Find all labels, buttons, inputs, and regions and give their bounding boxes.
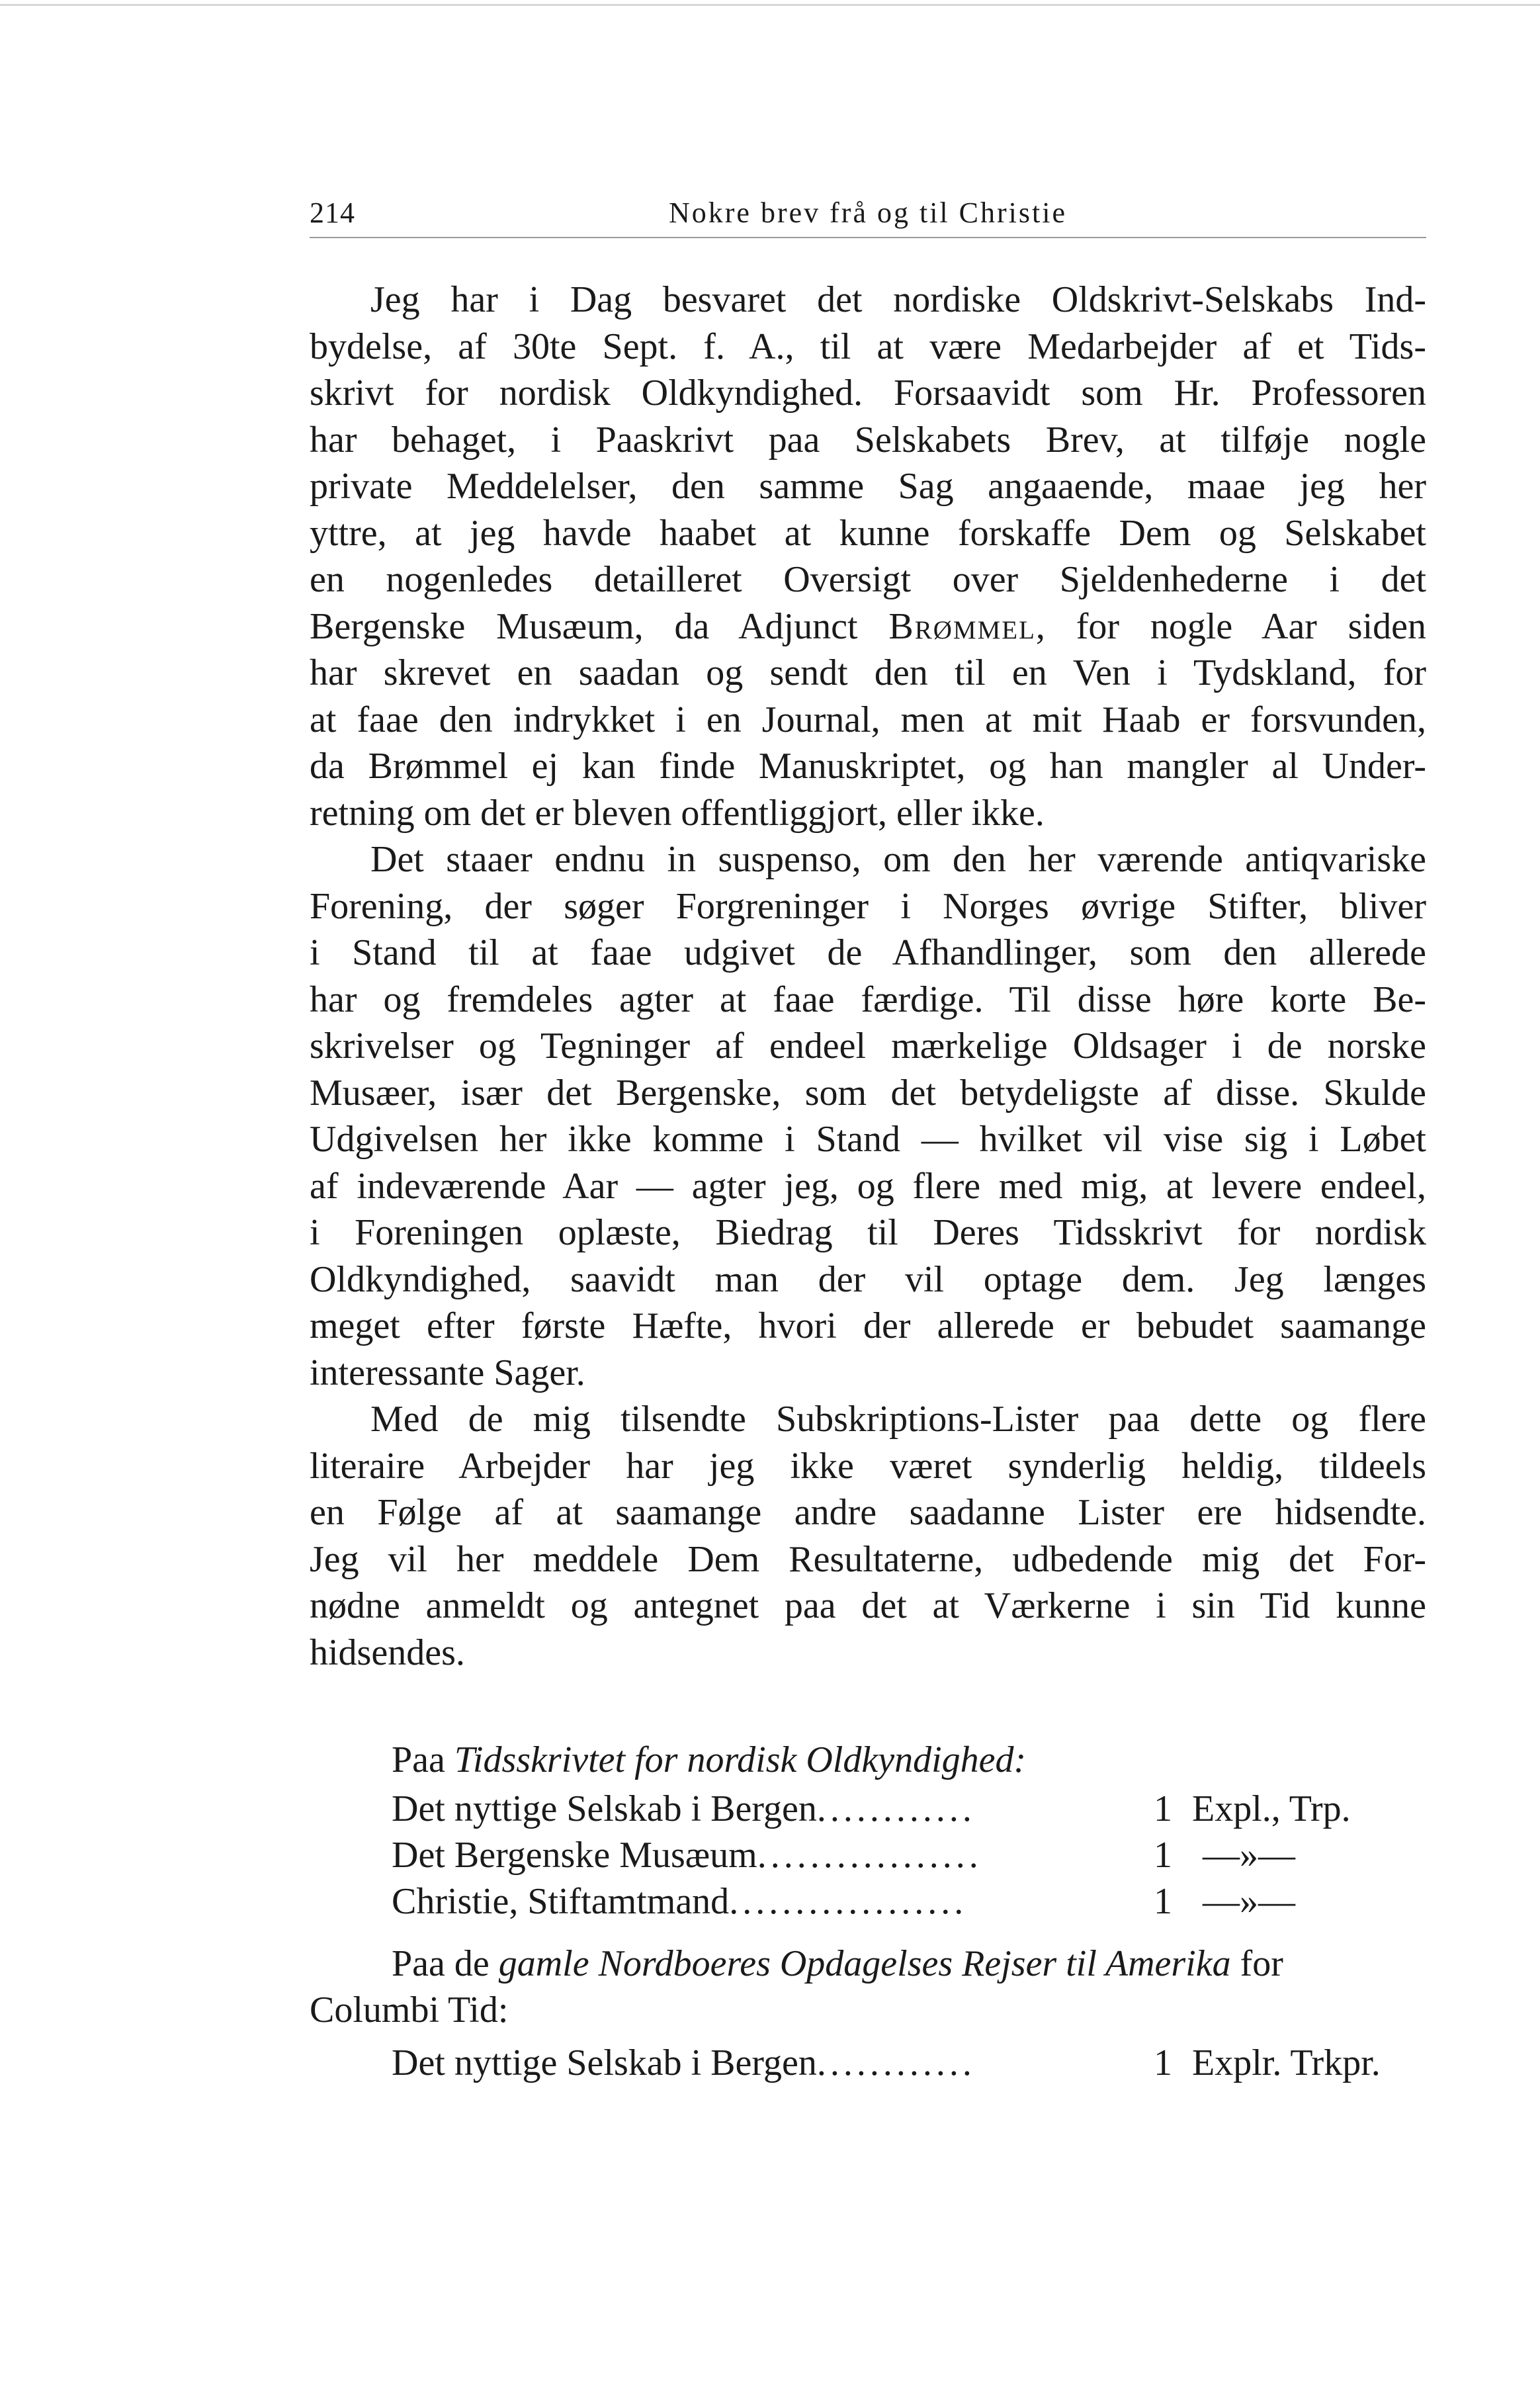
list2-heading — [392, 1943, 1426, 1985]
text-line: da Brømmel ej kan finde Manuskriptet, og han mangler al Under- — [310, 746, 1426, 787]
list1-row — [392, 1788, 1426, 1834]
text-line: Forening, der søger Forgreninger i Norges øvrige Stifter, bliver — [310, 885, 1426, 927]
copy-count: 1 — [1154, 1835, 1172, 1876]
paragraph-3 — [310, 1396, 1426, 1676]
copy-count: 1 — [1154, 1788, 1172, 1829]
text-line: Oldkyndighed, saavidt man der vil optage dem. Jeg længes — [310, 1258, 1426, 1300]
subscriber-name: Det nyttige Selskab i Bergen — [392, 1788, 817, 1829]
list2-heading-continued — [310, 1989, 508, 2031]
subscriber-name: Christie, Stiftamtmand — [392, 1881, 730, 1922]
text-line: af indeværende Aar — agter jeg, og flere med mig, at levere endeel, — [310, 1165, 1426, 1207]
text-line: nødne anmeldt og antegnet paa det at Værkerne i sin Tid kunne — [310, 1585, 1426, 1626]
text-line: Jeg vil her meddele Dem Resultaterne, udbedende mig det For- — [310, 1538, 1426, 1580]
text-line: Musæer, især det Bergenske, som det betydeligste af disse. Skulde — [310, 1072, 1426, 1114]
letter-body — [310, 277, 1426, 1676]
paragraph-1 — [310, 277, 1426, 836]
list2-row — [392, 2042, 1426, 2088]
text-line: Det staaer endnu in suspenso, om den her værende antiqvariske — [370, 839, 1426, 880]
copy-type: Explr. Trkpr. — [1192, 2042, 1381, 2083]
subscriber-name: Det nyttige Selskab i Bergen — [392, 2042, 817, 2083]
page-header — [310, 193, 1426, 236]
text-line: bydelse, af 30te Sept. f. A., til at være Medarbejder af et Tids- — [310, 326, 1426, 367]
list1-row — [392, 1834, 1426, 1880]
list1-intro: Paa — [392, 1739, 454, 1780]
copy-type: —»— — [1203, 1881, 1295, 1922]
text-line: en nogenledes detailleret Oversigt over Sjeldenhederne i det — [310, 559, 1426, 600]
list2-line2: Columbi Tid: — [310, 1989, 509, 2031]
text-line: har behaget, i Paaskrivt paa Selskabets Brev, at tilføje nogle — [310, 419, 1426, 460]
text-line: hidsendes. — [310, 1632, 465, 1673]
text-line: har og fremdeles agter at faae færdige. Til disse høre korte Be- — [310, 979, 1426, 1020]
text-line: yttre, at jeg havde haabet at kunne forskaffe Dem og Selskabet — [310, 512, 1426, 554]
text-line: har skrevet en saadan og sendt den til en Ven i Tydskland, for — [310, 652, 1426, 693]
text-line: i Stand til at faae udgivet de Afhandlinger, som den allerede — [310, 932, 1426, 973]
dot-leader: .................. — [729, 1881, 968, 1922]
dot-leader: ............ — [816, 1788, 976, 1829]
text-line: at faae den indrykket i en Journal, men at mit Haab er forsvunden, — [310, 699, 1426, 740]
text-line: retning om det er bleven offentliggjort, eller ikke. — [310, 792, 1045, 834]
list1-row — [392, 1880, 1426, 1927]
text-line: i Foreningen oplæste, Biedrag til Deres Tidsskrivt for nordisk — [310, 1212, 1426, 1253]
text-line: Med de mig tilsendte Subskriptions-Lister paa dette og flere — [370, 1399, 1426, 1440]
text-line-with-name — [310, 603, 1426, 650]
text-line: meget efter første Hæfte, hvori der allerede er bebudet saamange — [310, 1305, 1426, 1346]
copy-count: 1 — [1154, 1881, 1172, 1922]
person-name-smallcaps: Brømmel — [888, 605, 1036, 647]
header-rule — [310, 237, 1426, 238]
text-line: en Følge af at saamange andre saadanne Lister ere hidsendte. — [310, 1492, 1426, 1533]
subscriber-name: Det Bergenske Musæum — [392, 1835, 757, 1876]
text-line: Udgivelsen her ikke komme i Stand — hvilket vil vise sig i Løbet — [310, 1119, 1426, 1160]
text-line: skrivelser og Tegninger af endeel mærkelige Oldsager i de norske — [310, 1026, 1426, 1067]
text-line: Jeg har i Dag besvaret det nordiske Oldskrivt-Selskabs Ind- — [370, 279, 1426, 320]
text-line: literaire Arbejder har jeg ikke været synderlig heldig, tildeels — [310, 1445, 1426, 1487]
text-segment: Bergenske Musæum, da Adjunct — [310, 605, 889, 647]
list2-intro: Paa de — [392, 1943, 499, 1984]
page-number: 214 — [310, 197, 355, 229]
dot-leader: ................. — [757, 1835, 982, 1876]
running-title: Nokre brev frå og til Christie — [669, 197, 1067, 229]
list2-after: for — [1230, 1943, 1283, 1984]
list1-title: Tidsskrivtet for nordisk Oldkyndighed: — [454, 1739, 1027, 1780]
paragraph-2 — [310, 836, 1426, 1396]
copy-type: —»— — [1203, 1835, 1295, 1876]
copy-type: Expl., Trp. — [1192, 1788, 1351, 1829]
list1-heading — [392, 1739, 1026, 1781]
scan-border-line — [0, 4, 1540, 6]
list2-title: gamle Nordboeres Opdagelses Rejser til Amerika — [498, 1943, 1231, 1984]
text-line: interessante Sager. — [310, 1352, 585, 1393]
dot-leader: ............ — [816, 2042, 976, 2083]
text-line: private Meddelelser, den samme Sag angaaende, maae jeg her — [310, 466, 1426, 507]
text-line: skrivt for nordisk Oldkyndighed. Forsaavidt som Hr. Professoren — [310, 372, 1426, 414]
text-segment: , for nogle Aar siden — [1035, 605, 1426, 647]
copy-count: 1 — [1154, 2042, 1172, 2083]
